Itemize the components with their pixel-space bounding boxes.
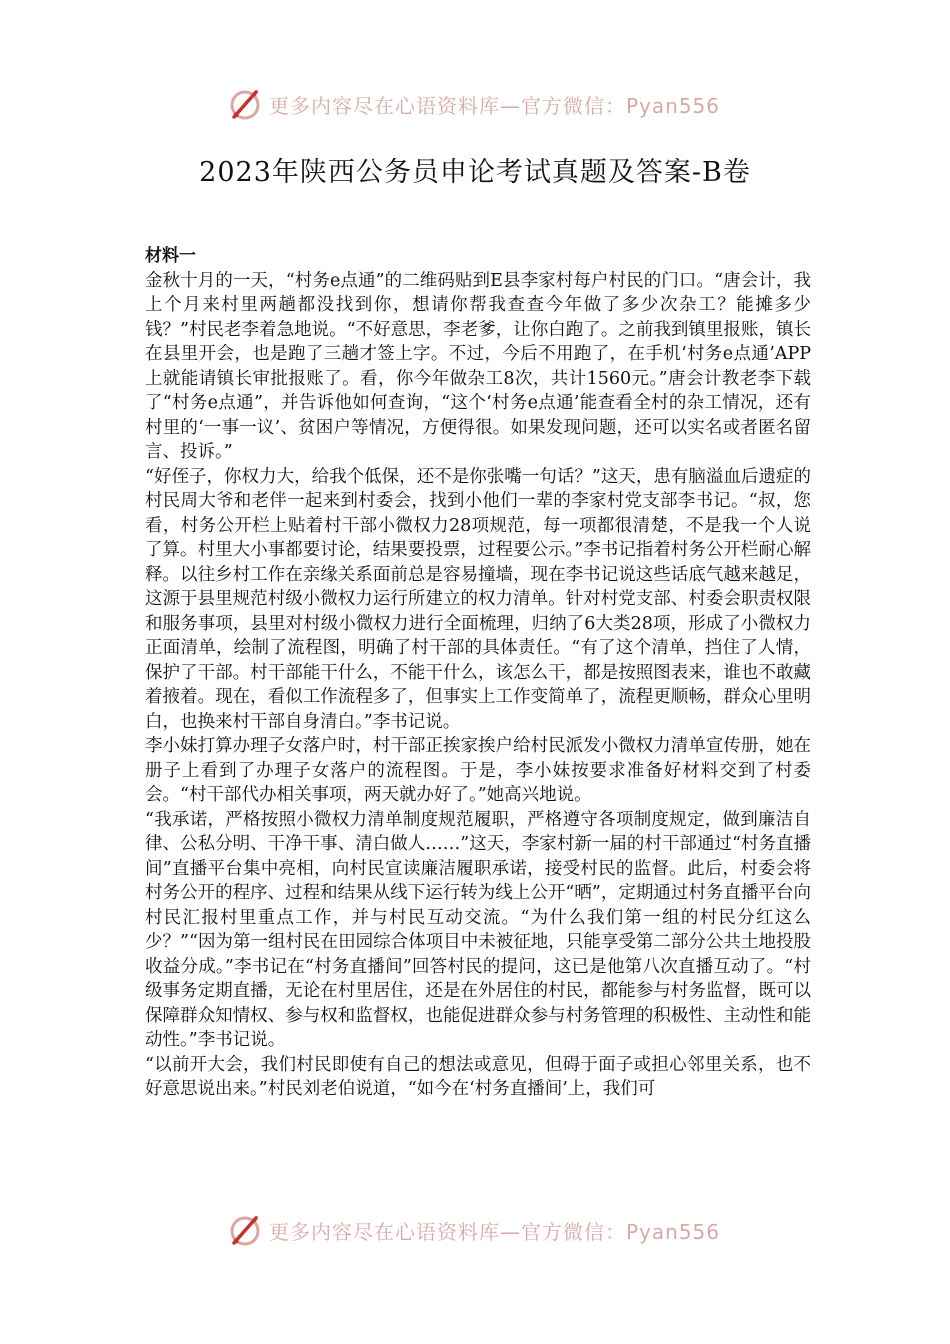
watermark-banner-bottom (225, 1210, 745, 1250)
paragraph: 金秋十月的一天，“村务e点通”的二维码贴到E县李家村每户村民的门口。“唐会计，我上个月来村里两趟都没找到你，想请你帮我查查今年做了多少次杂工？能摊多少钱？”村民老李着急地说。“不好意思，李老爹，让你白跑了。之前我到镇里报账，镇长在县里开会，也是跑了三趟才签上字。不过，今后不用跑了，在手机‘村务e点通’APP上就能请镇长审批报账了。看，你今年做杂工8次，共计1560元。”唐会计教老李下载了“村务e点通”，并告诉他如何查询，“这个‘村务e点通’能查看全村的杂工情况，还有村里的‘一事一议’、贫困户等情况，方便得很。如果发现问题，还可以实名或者匿名留言、投诉。” (145, 270, 811, 462)
watermark-text: 更多内容尽在心语资料库—官方微信：Pyan556 (269, 1219, 721, 1244)
section-heading: 材料一 (145, 246, 196, 266)
paragraph: 李小妹打算办理子女落户时，村干部正挨家挨户给村民派发小微权力清单宣传册，她在册子上看到了办理子女落户的流程图。于是，李小妹按要求准备好材料交到了村委会。“村干部代办相关事项，两天就办好了。”她高兴地说。 (145, 736, 811, 805)
watermark-banner-top (225, 84, 745, 124)
document-title: 2023年陕西公务员申论考试真题及答案-B卷 (199, 157, 751, 188)
paragraph: “我承诺，严格按照小微权力清单制度规范履职，严格遵守各项制度规定，做到廉洁自律、公私分明、干净干事、清白做人……”这天，李家村新一届的村干部通过“村务直播间”直播平台集中亮相，向村民宣读廉洁履职承诺，接受村民的监督。此后，村委会将村务公开的程序、过程和结果从线下运行转为线上公开“晒”，定期通过村务直播平台向村民汇报村里重点工作，并与村民互动交流。“为什么我们第一组的村民分红这么少？”“因为第一组村民在田园综合体项目中未被征地，只能享受第二部分公共土地投股收益分成。”李书记在“村务直播间”回答村民的提问，这已是他第八次直播互动了。“村级事务定期直播，无论在村里居住，还是在外居住的村民，都能参与村务监督，既可以保障群众知情权、参与权和监督权，也能促进群众参与村务管理的积极性、主动性和能动性。”李书记说。 (145, 809, 811, 1050)
paragraph: “以前开大会，我们村民即使有自己的想法或意见，但碍于面子或担心邻里关系，也不好意思说出来。”村民刘老伯说道，“如今在‘村务直播间’上，我们可 (145, 1054, 811, 1099)
document-body (145, 244, 811, 1102)
paragraph: “好侄子，你权力大，给我个低保，还不是你张嘴一句话？”这天，患有脑溢血后遗症的村民周大爷和老伴一起来到村委会，找到小他们一辈的李家村党支部李书记。“叔，您看，村务公开栏上贴着村干部小微权力28项规范，每一项都很清楚，不是我一个人说了算。村里大小事都要讨论，结果要投票，过程要公示。”李书记指着村务公开栏耐心解释。以往乡村工作在亲缘关系面前总是容易撞墙，现在李书记说这些话底气越来越足，这源于县里规范村级小微权力运行所建立的权力清单。针对村党支部、村委会职责权限和服务事项，县里对村级小微权力进行全面梳理，归纳了6大类28项，形成了小微权力正面清单，绘制了流程图，明确了村干部的具体责任。“有了这个清单，挡住了人情，保护了干部。村干部能干什么，不能干什么，该怎么干，都是按照图表来，谁也不敢藏着掖着。现在，看似工作流程多了，但事实上工作变简单了，流程更顺畅，群众心里明白，也换来村干部自身清白。”李书记说。 (145, 466, 811, 732)
pen-circle-logo-icon (225, 84, 265, 124)
watermark-text: 更多内容尽在心语资料库—官方微信：Pyan556 (269, 93, 721, 118)
pen-circle-logo-icon (225, 1210, 265, 1250)
